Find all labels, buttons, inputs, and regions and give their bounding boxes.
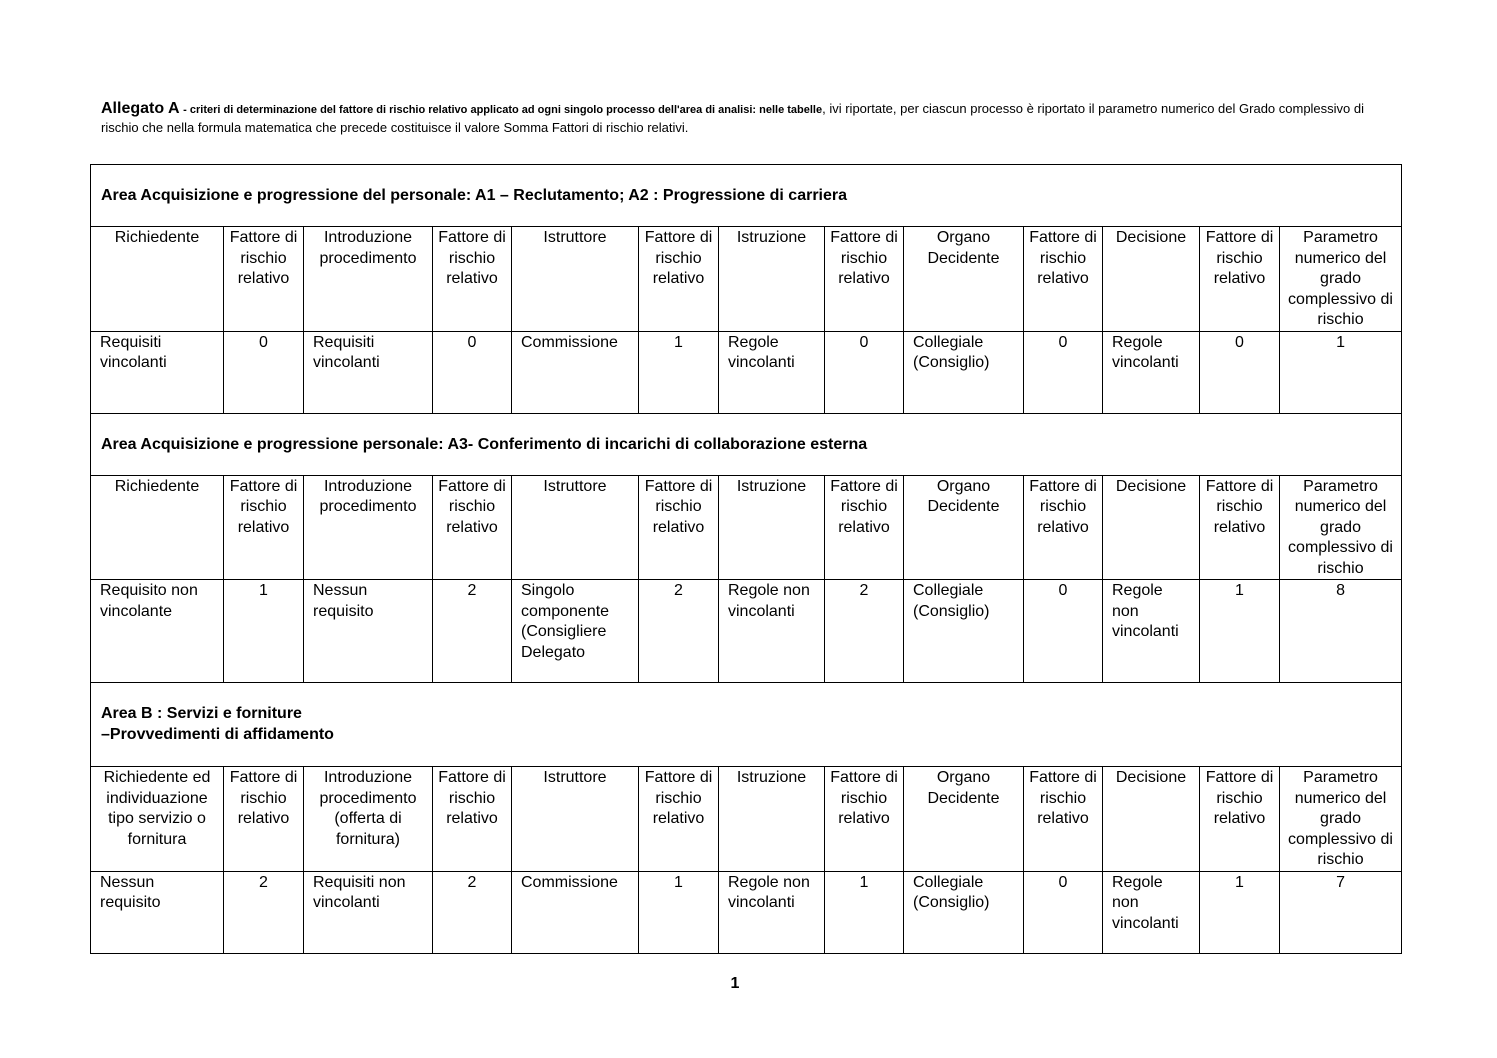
column-header: Fattore di rischio relativo [639, 475, 719, 580]
risk-value-cell: 1 [639, 871, 719, 953]
criterion-cell: Requisiti vincolanti [304, 331, 433, 413]
column-header: Istruttore [512, 475, 639, 580]
column-header: Fattore di rischio relativo [1024, 767, 1103, 872]
risk-value-cell: 0 [433, 331, 512, 413]
risk-value-cell: 0 [1024, 871, 1103, 953]
criterion-cell: Commissione [512, 331, 639, 413]
criterion-cell: Commissione [512, 871, 639, 953]
column-header: Organo Decidente [904, 767, 1024, 872]
section-title-line: Area Acquisizione e progressione personale: A3- Conferimento di incarichi di collaborazione esterna [101, 435, 868, 453]
column-header: Istruzione [719, 767, 825, 872]
risk-value-cell: 2 [639, 580, 719, 683]
risk-value-cell: 1 [1280, 331, 1402, 413]
column-header: Fattore di rischio relativo [1024, 475, 1103, 580]
criterion-cell: Collegiale (Consiglio) [904, 871, 1024, 953]
criterion-cell: Regole non vincolanti [1103, 871, 1200, 953]
risk-value-cell: 1 [1200, 580, 1280, 683]
column-header: Fattore di rischio relativo [825, 227, 904, 332]
column-header: Fattore di rischio relativo [639, 227, 719, 332]
risk-value-cell: 1 [825, 871, 904, 953]
column-header: Organo Decidente [904, 475, 1024, 580]
column-header-row [91, 227, 1402, 332]
column-header: Parametro numerico del grado complessivo di rischio [1280, 767, 1402, 872]
section-title [91, 683, 1402, 767]
column-header: Fattore di rischio relativo [433, 767, 512, 872]
criterion-cell: Singolo componente (Consigliere Delegato [512, 580, 639, 683]
risk-value-cell: 0 [1024, 580, 1103, 683]
column-header-row [91, 767, 1402, 872]
criterion-cell: Regole non vincolanti [719, 871, 825, 953]
section-title-row [91, 683, 1402, 767]
column-header: Fattore di rischio relativo [433, 227, 512, 332]
risk-value-cell: 8 [1280, 580, 1402, 683]
column-header: Fattore di rischio relativo [433, 475, 512, 580]
table-row [91, 871, 1402, 953]
criterion-cell: Requisito non vincolante [91, 580, 224, 683]
criterion-cell: Collegiale (Consiglio) [904, 580, 1024, 683]
criterion-cell: Nessun requisito [304, 580, 433, 683]
risk-value-cell: 2 [224, 871, 304, 953]
column-header: Decisione [1103, 227, 1200, 332]
table-row [91, 331, 1402, 413]
column-header: Richiedente ed individuazione tipo servizio o fornitura [91, 767, 224, 872]
column-header: Fattore di rischio relativo [1024, 227, 1103, 332]
column-header: Istruzione [719, 227, 825, 332]
column-header: Introduzione procedimento [304, 227, 433, 332]
column-header: Parametro numerico del grado complessivo di rischio [1280, 227, 1402, 332]
section-title-line: Area B : Servizi e forniture [101, 705, 302, 722]
intro-paragraph [101, 100, 1391, 136]
risk-value-cell: 1 [1200, 871, 1280, 953]
column-header: Istruttore [512, 227, 639, 332]
risk-factor-table [90, 164, 1402, 954]
risk-value-cell: 0 [1200, 331, 1280, 413]
criterion-cell: Collegiale (Consiglio) [904, 331, 1024, 413]
section-title-row [91, 413, 1402, 475]
column-header: Fattore di rischio relativo [825, 475, 904, 580]
column-header: Introduzione procedimento [304, 475, 433, 580]
column-header: Fattore di rischio relativo [224, 475, 304, 580]
criterion-cell: Regole non vincolanti [719, 580, 825, 683]
column-header-row [91, 475, 1402, 580]
risk-value-cell: 2 [825, 580, 904, 683]
column-header: Istruttore [512, 767, 639, 872]
section-title [91, 413, 1402, 475]
column-header: Fattore di rischio relativo [1200, 475, 1280, 580]
risk-value-cell: 2 [433, 580, 512, 683]
risk-value-cell: 0 [825, 331, 904, 413]
column-header: Organo Decidente [904, 227, 1024, 332]
risk-value-cell: 0 [1024, 331, 1103, 413]
criterion-cell: Regole vincolanti [1103, 331, 1200, 413]
annex-description: , ivi riportate, per ciascun processo è riportato il parametro numerico del Grado complessivo di rischio che nella formula matematica che precede costituisce il valore Somma Fattori di rischio relativi. [101, 101, 1365, 135]
annex-criteria-text: - criteri di determinazione del fattore di rischio relativo applicato ad ogni singolo processo dell'area di analisi: nelle tabelle [183, 104, 823, 116]
column-header: Decisione [1103, 767, 1200, 872]
risk-value-cell: 0 [224, 331, 304, 413]
column-header: Fattore di rischio relativo [1200, 767, 1280, 872]
column-header: Fattore di rischio relativo [224, 767, 304, 872]
section-title-row [91, 165, 1402, 227]
risk-value-cell: 2 [433, 871, 512, 953]
section-title-line: –Provvedimenti di affidamento [101, 725, 334, 743]
column-header: Decisione [1103, 475, 1200, 580]
criterion-cell: Regole non vincolanti [1103, 580, 1200, 683]
column-header: Fattore di rischio relativo [224, 227, 304, 332]
column-header: Introduzione procedimento (offerta di fornitura) [304, 767, 433, 872]
criterion-cell: Regole vincolanti [719, 331, 825, 413]
column-header: Fattore di rischio relativo [639, 767, 719, 872]
column-header: Richiedente [91, 227, 224, 332]
section-title [91, 165, 1402, 227]
column-header: Richiedente [91, 475, 224, 580]
column-header: Parametro numerico del grado complessivo di rischio [1280, 475, 1402, 580]
column-header: Istruzione [719, 475, 825, 580]
column-header: Fattore di rischio relativo [825, 767, 904, 872]
risk-value-cell: 1 [639, 331, 719, 413]
section-title-line: Area Acquisizione e progressione del personale: A1 – Reclutamento; A2 : Progressione di carriera [101, 187, 848, 204]
risk-value-cell: 1 [224, 580, 304, 683]
table-row [91, 580, 1402, 683]
annex-title: Allegato A [101, 100, 180, 117]
risk-value-cell: 7 [1280, 871, 1402, 953]
criterion-cell: Requisiti non vincolanti [304, 871, 433, 953]
column-header: Fattore di rischio relativo [1200, 227, 1280, 332]
criterion-cell: Requisiti vincolanti [91, 331, 224, 413]
criterion-cell: Nessun requisito [91, 871, 224, 953]
page-number: 1 [730, 975, 740, 992]
